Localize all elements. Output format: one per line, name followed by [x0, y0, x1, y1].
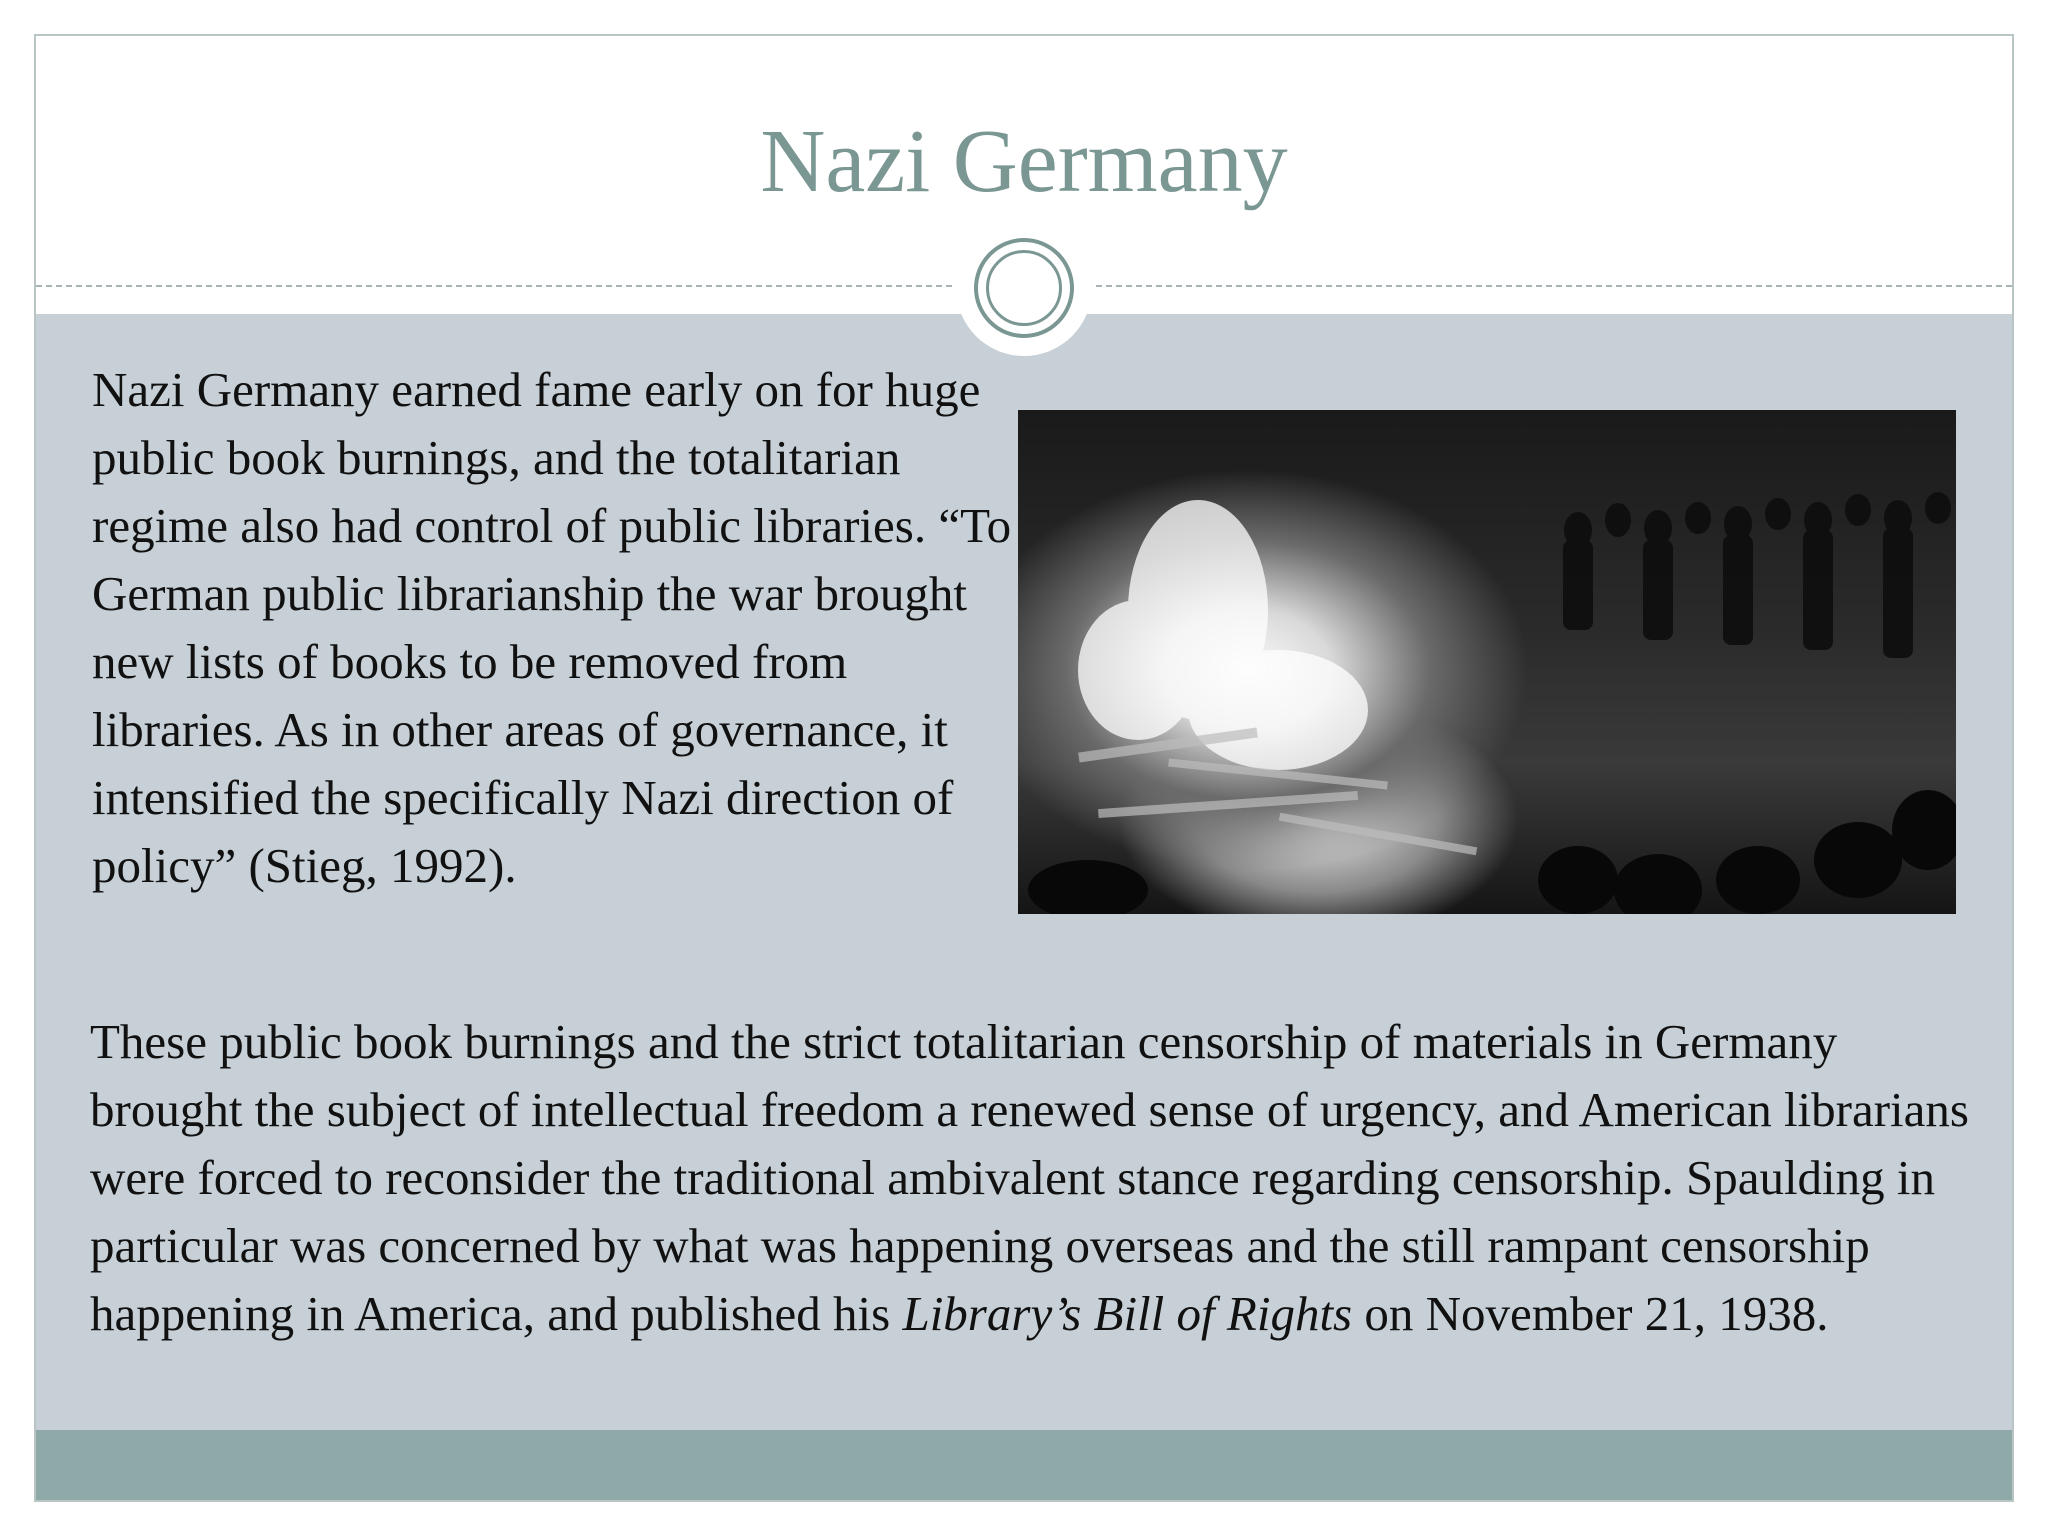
circle-ornament-icon: [956, 220, 1092, 356]
conclusion-text-end: on November 21, 1938.: [1352, 1286, 1829, 1341]
bottom-bar: [36, 1430, 2012, 1500]
intro-paragraph: Nazi Germany earned fame early on for huge public book burnings, and the totalitarian regime also had control of public libraries. “To German public librarianship the war brought new lists of books to be removed from libraries. As in other areas of governance, it intensified the specifically Nazi direction of policy” (Stieg, 1992).: [92, 362, 1012, 893]
conclusion-paragraph: [90, 1008, 1990, 1348]
slide-title: Nazi Germany: [760, 112, 1288, 211]
conclusion-text-start: These public book burnings and the strict totalitarian censorship of materials in Germany brought the subject of intellectual freedom a renewed sense of urgency, and American librarians were forced to reconsider the traditional ambivalent stance regarding censorship. Spaulding in particular was concerned by what was happening overseas and the still rampant censorship happening in America, and published his: [90, 1014, 1969, 1341]
book-burning-photo: [1018, 410, 1956, 914]
slide: [34, 34, 2014, 1502]
book-burning-photo-illustration: [1018, 410, 1956, 914]
bill-of-rights-title: Library’s Bill of Rights: [902, 1286, 1353, 1341]
